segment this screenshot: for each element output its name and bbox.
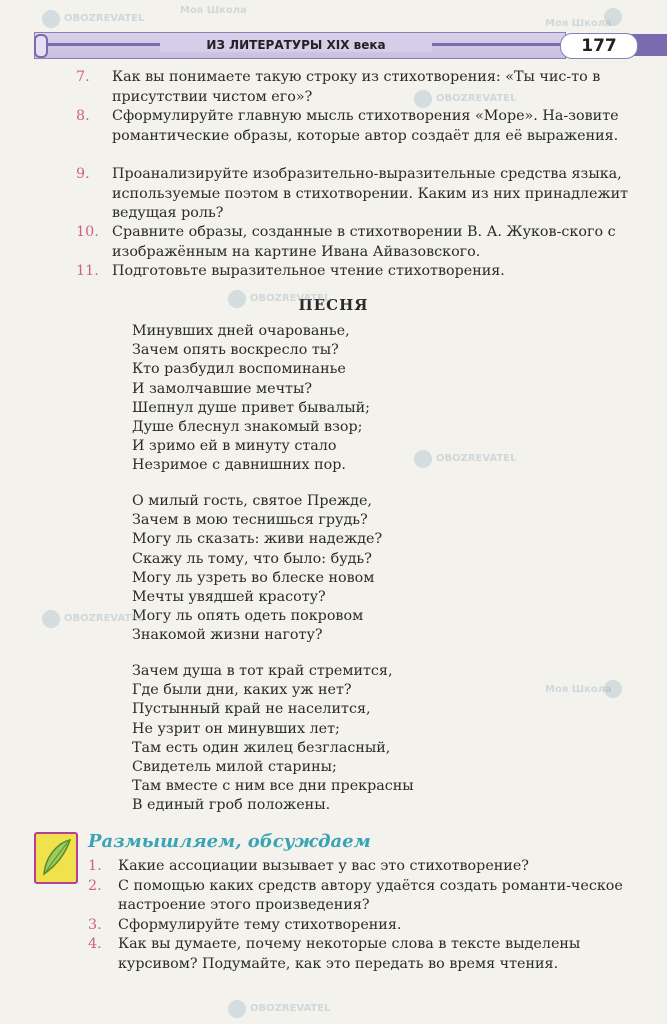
watermark-logo-icon [228, 1000, 246, 1018]
question-text: Сравните образы, созданные в стихотворении В. А. Жуков-ского с изображённым на картине Ивана Айвазовского. [112, 224, 616, 260]
discussion-question-item [88, 916, 648, 936]
question-text: С помощью каких средств автору удаётся создать романти-ческое настроение этого произведения? [118, 877, 623, 913]
question-number: 11. [76, 263, 99, 279]
question-text: Какие ассоциации вызывает у вас это стихотворение? [118, 858, 529, 874]
poem-line: Не узрит он минувших лет; [132, 720, 340, 737]
question-number: 3. [88, 916, 102, 933]
poem-line: Зачем в мою теснишься грудь? [132, 512, 368, 529]
poem-line: Душе блеснул знакомый взор; [132, 419, 363, 436]
discussion-question-list [88, 857, 648, 974]
watermark-logo-icon [228, 290, 246, 308]
question-text: Как вы понимаете такую строку из стихотворения: «Ты чис-то в присутствии чистом его»? [112, 69, 601, 105]
question-number: 1. [88, 858, 102, 874]
poem-line: Зачем опять воскресло ты? [132, 342, 339, 359]
question-text: Подготовьте выразительное чтение стихотворения. [112, 263, 505, 279]
poem-line: И замолчавшие мечты? [132, 380, 312, 397]
watermark-logo-icon [42, 10, 60, 28]
question-number: 9. [76, 166, 90, 182]
question-text: Сформулируйте тему стихотворения. [118, 916, 402, 933]
poem-line: И зримо ей в минуту стало [132, 438, 337, 455]
question-number: 7. [76, 69, 90, 85]
question-text: Сформулируйте главную мысль стихотворения «Море». На-зовите романтические образы, которые автор создаёт для её выражения. [112, 108, 619, 144]
discussion-question-item [88, 857, 648, 877]
watermark: OBOZREVATEL [64, 613, 145, 624]
poem-line: Могу ль узреть во блеске новом [132, 569, 375, 586]
poem-line: Минувших дней очарованье, [132, 323, 350, 339]
watermark-logo-icon [414, 90, 432, 108]
watermark: OBOZREVATEL [436, 453, 517, 464]
question-list [76, 68, 636, 282]
poem-stanza [132, 662, 414, 816]
question-item [76, 68, 636, 107]
scroll-ornament-icon [34, 34, 48, 58]
watermark: OBOZREVATEL [250, 293, 331, 304]
watermark: Моя Школа [545, 18, 612, 29]
question-number: 8. [76, 108, 90, 124]
poem-line: Скажу ль тому, что было: будь? [132, 550, 372, 567]
question-text: Как вы думаете, почему некоторые слова в тексте выделены курсивом? Подумайте, как это передать во время чтения. [118, 936, 581, 972]
question-item [76, 165, 636, 223]
page-number: 177 [560, 33, 638, 59]
watermark: OBOZREVATEL [436, 93, 517, 104]
discussion-heading: Размышляем, обсуждаем [88, 831, 371, 852]
question-number: 2. [88, 877, 102, 894]
watermark-logo-icon [414, 450, 432, 468]
watermark: OBOZREVATEL [64, 13, 145, 24]
poem-line: Пустынный край не населится, [132, 701, 371, 718]
question-text: Проанализируйте изобразительно-выразительные средства языка, используемые поэтом в стихотворении. Каким из них принадлежит ведущая роль? [112, 166, 629, 221]
poem-line: Где были дни, каких уж нет? [132, 682, 352, 699]
question-item [76, 262, 636, 282]
watermark-logo-icon [42, 610, 60, 628]
poem-line: Шепнул душе привет бывалый; [132, 399, 370, 416]
question-number: 10. [76, 224, 99, 240]
poem-line: Там есть один жилец безгласный, [132, 739, 391, 756]
poem-line: Кто разбудил воспоминанье [132, 361, 346, 378]
discussion-icon [34, 832, 78, 884]
poem-line: Знакомой жизни наготу? [132, 627, 323, 644]
poem-title: ПЕСНЯ [298, 296, 369, 314]
watermark: Моя Школа [180, 5, 247, 16]
poem-line: Свидетель милой старины; [132, 759, 337, 776]
poem-line: Могу ль опять одеть покровом [132, 608, 364, 625]
watermark: Моя Школа [545, 684, 612, 695]
poem-stanza [132, 492, 382, 646]
leaf-icon [36, 834, 76, 882]
poem-line: Мечты увядшей красоту? [132, 589, 326, 606]
poem-line: Незримое с давнишних пор. [132, 457, 346, 474]
question-item [76, 223, 636, 262]
poem-line: Могу ль сказать: живи надежде? [132, 531, 383, 548]
chapter-title: ИЗ ЛИТЕРАТУРЫ XIX века [160, 38, 432, 52]
watermark: OBOZREVATEL [250, 1003, 331, 1014]
question-item [76, 107, 636, 165]
poem-line: В единый гроб положены. [132, 797, 331, 814]
poem-line: Там вместе с ним все дни прекрасны [132, 778, 414, 795]
question-number: 4. [88, 936, 102, 952]
poem-stanza [132, 322, 370, 476]
discussion-question-item [88, 935, 648, 974]
poem-line: Зачем душа в тот край стремится, [132, 663, 393, 679]
poem-line: О милый гость, святое Прежде, [132, 493, 372, 509]
discussion-question-item [88, 877, 648, 916]
